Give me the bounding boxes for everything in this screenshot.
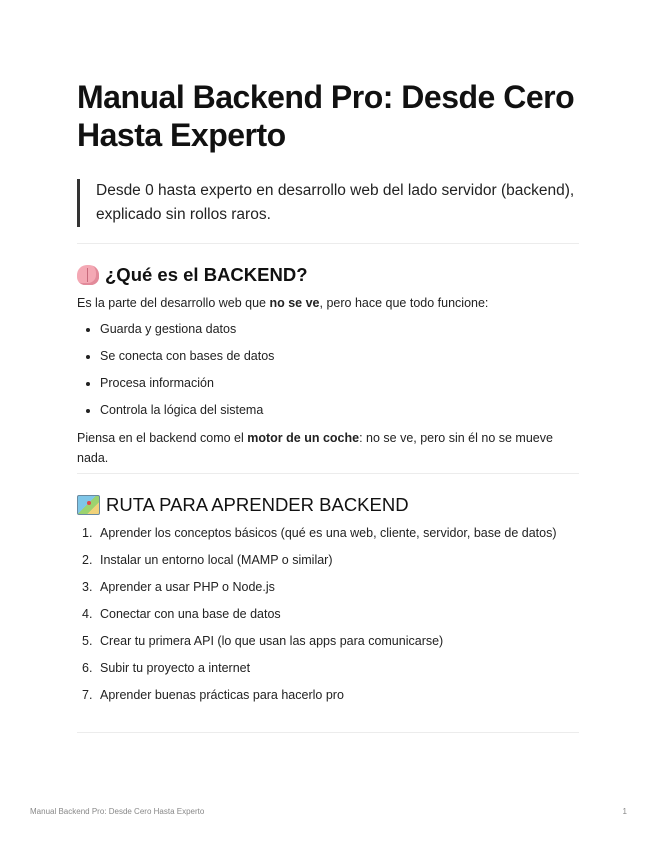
intro-bold-text: no se ve xyxy=(269,296,320,310)
brain-icon xyxy=(77,265,99,285)
section-heading-backend xyxy=(77,263,308,287)
section-intro-paragraph xyxy=(77,293,579,313)
list-number: 3. xyxy=(82,580,93,594)
list-item xyxy=(77,524,579,543)
divider xyxy=(77,473,579,474)
section-heading-text: RUTA PARA APRENDER BACKEND xyxy=(106,494,409,515)
list-number: 7. xyxy=(82,688,93,702)
list-item: Controla la lógica del sistema xyxy=(77,401,579,420)
list-number: 2. xyxy=(82,553,93,567)
list-item-text: Aprender a usar PHP o Node.js xyxy=(100,580,275,594)
section-heading-text: ¿Qué es el BACKEND? xyxy=(105,264,308,285)
list-number: 5. xyxy=(82,634,93,648)
list-item-text: Instalar un entorno local (MAMP o similar) xyxy=(100,553,333,567)
list-item xyxy=(77,659,579,678)
world-map-icon xyxy=(77,495,100,515)
list-item xyxy=(77,578,579,597)
list-item-text: Conectar con una base de datos xyxy=(100,607,281,621)
list-number: 1. xyxy=(82,526,93,540)
list-item xyxy=(77,632,579,651)
list-item xyxy=(77,686,579,705)
section-heading-route xyxy=(77,493,409,517)
outro-text: Piensa en el backend como el xyxy=(77,431,248,445)
list-number: 6. xyxy=(82,661,93,675)
intro-text: Es la parte del desarrollo web que xyxy=(77,296,270,310)
page-title: Manual Backend Pro: Desde Cero Hasta Experto xyxy=(77,79,575,153)
outro-text-end: : no se ve, pero sin él no se mueve nada. xyxy=(77,431,553,465)
learning-route-list xyxy=(77,524,579,713)
backend-features-list xyxy=(77,320,579,428)
list-item: Procesa información xyxy=(77,374,579,393)
list-item: Guarda y gestiona datos xyxy=(77,320,579,339)
list-item: Se conecta con bases de datos xyxy=(77,347,579,366)
divider xyxy=(77,243,579,244)
outro-bold-text: motor de un coche xyxy=(247,431,360,445)
section-outro-paragraph xyxy=(77,428,579,468)
list-item-text: Aprender buenas prácticas para hacerlo pro xyxy=(100,688,344,702)
list-number: 4. xyxy=(82,607,93,621)
list-item-text: Subir tu proyecto a internet xyxy=(100,661,251,675)
intro-text-end: , pero hace que todo funcione: xyxy=(319,296,489,310)
list-item xyxy=(77,551,579,570)
list-item-text: Aprender los conceptos básicos (qué es una web, cliente, servidor, base de datos) xyxy=(100,526,557,540)
page-number: 1 xyxy=(622,807,627,816)
footer-title: Manual Backend Pro: Desde Cero Hasta Experto xyxy=(30,807,205,816)
subtitle-blockquote: Desde 0 hasta experto en desarrollo web del lado servidor (backend), explicado sin rollos raros. xyxy=(77,179,576,227)
list-item xyxy=(77,605,579,624)
divider xyxy=(77,732,579,733)
list-item-text: Crear tu primera API (lo que usan las apps para comunicarse) xyxy=(100,634,444,648)
